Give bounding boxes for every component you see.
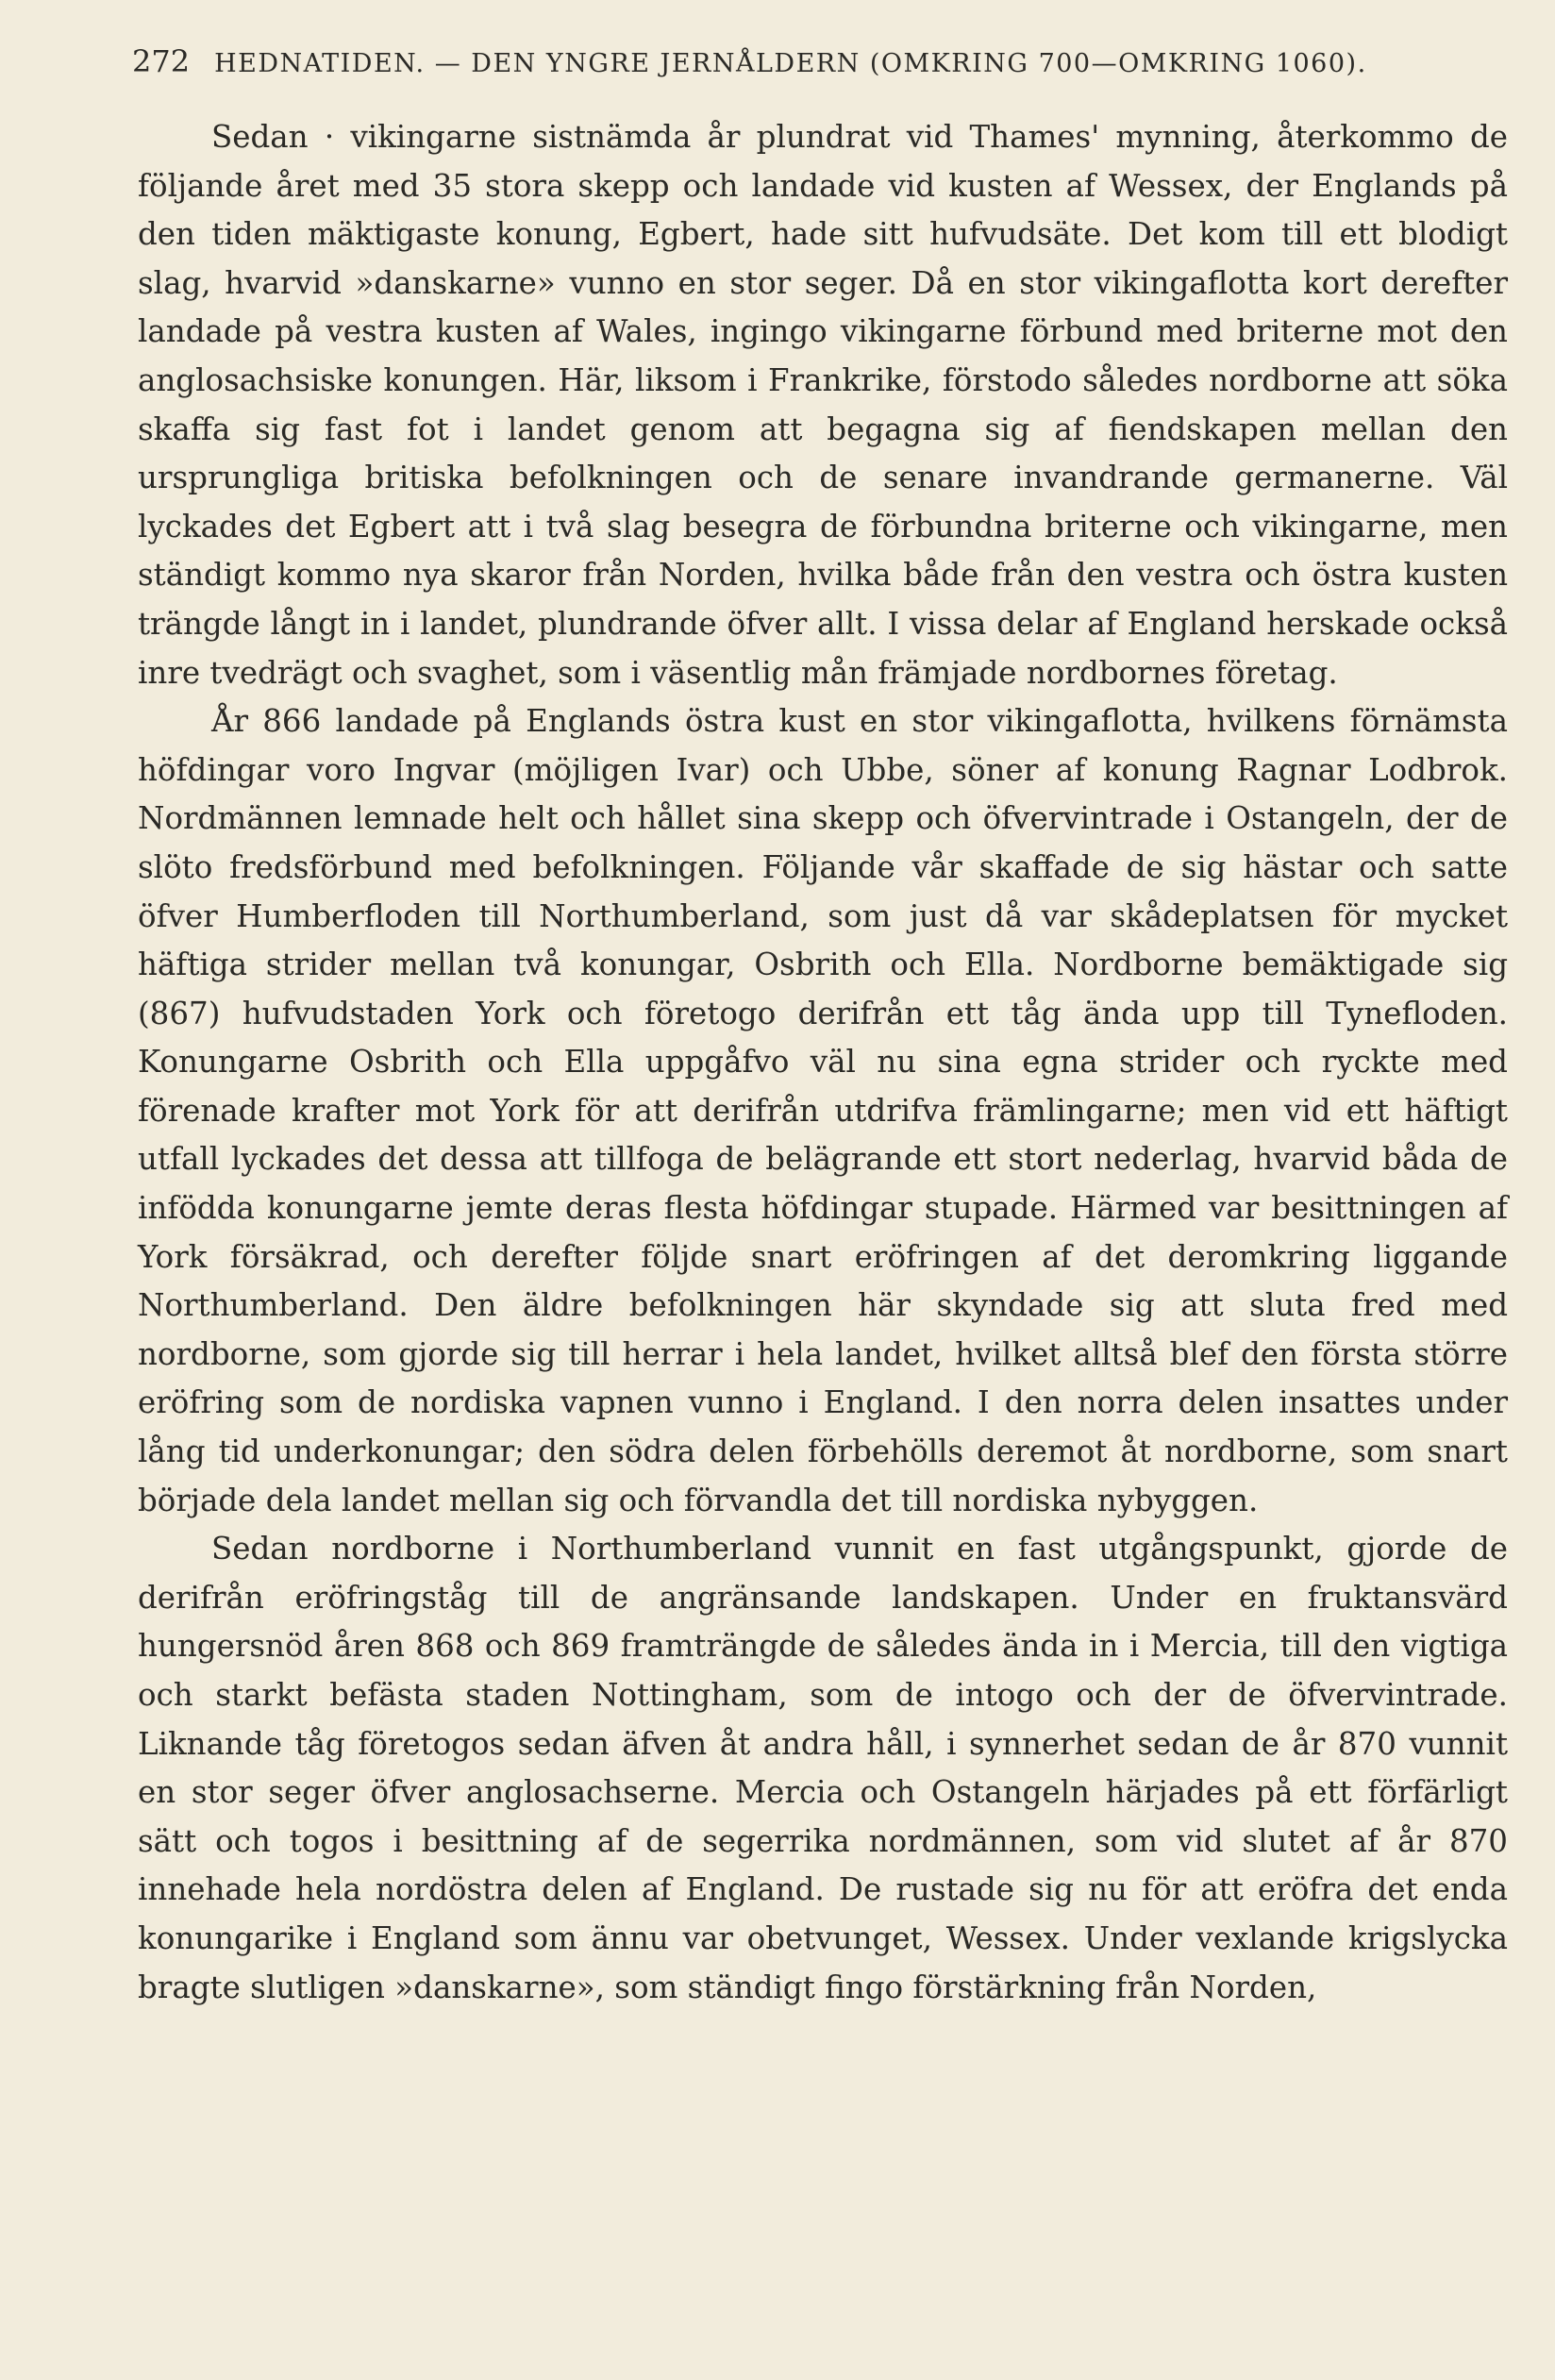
paragraph: År 866 landade på Englands östra kust en stor vikingaflotta, hvilkens förnämsta höfdingar voro Ingvar (möjligen Ivar) och Ubbe, söner af konung Ragnar Lodbrok. Nordmännen lemnade helt och hållet sina skepp och öfvervintrade i Ostangeln, der de slöto fredsförbund med befolkningen. Följande vår skaffade de sig hästar och satte öfver Humberfloden till Northumberland, som just då var skådeplatsen för mycket häftiga strider mellan två konungar, Osbrith och Ella. Nordborne bemäktigade sig (867) hufvudstaden York och företogo derifrån ett tåg ända upp till Tynefloden. Konungarne Osbrith och Ella uppgåfvo väl nu sina egna strider och ryckte med förenade krafter mot York för att derifrån utdrifva främlingarne; men vid ett häftigt utfall lyckades det dessa att tillfoga de belägrande ett stort nederlag, hvarvid båda de infödda konungarne jemte deras flesta höfdingar stupade. Härmed var besittningen af York försäkrad, och derefter följde snart eröfringen af det deromkring liggande Northumberland. Den äldre befolkningen här skyndade sig att sluta fred med nordborne, som gjorde sig till herrar i hela landet, hvilket alltså blef den första större eröfring som de nordiska vapnen vunno i England. I den norra delen insattes under lång tid underkonungar; den södra delen förbehölls deremot åt nordborne, som snart började dela landet mellan sig och förvandla det till nordiska nybyggen. [138, 703, 1508, 1518]
paragraph: Sedan · vikingarne sistnämda år plundrat vid Thames' mynning, återkommo de följande året med 35 stora skepp och landade vid kusten af Wessex, der Englands på den tiden mäktigaste konung, Egbert, hade sitt hufvudsäte. Det kom till ett blodigt slag, hvarvid »danskarne» vunno en stor seger. Då en stor vikingaflotta kort derefter landade på vestra kusten af Wales, ingingo vikingarne förbund med briterne mot den anglosachsiske konungen. Här, liksom i Frankrike, förstodo således nordborne att söka skaffa sig fast fot i landet genom att begagna sig af fiendskapen mellan den ursprungliga britiska befolkningen och de senare invandrande germanerne. Väl lyckades det Egbert att i två slag besegra de förbundna briterne och vikingarne, men ständigt kommo nya skaror från Norden, hvilka både från den vestra och östra kusten trängde långt in i landet, plundrande öfver allt. I vissa delar af England herskade också inre tvedrägt och svaghet, som i väsentlig mån främjade nordbornes företag. [138, 119, 1508, 691]
page-number: 272 [132, 43, 191, 79]
running-header [132, 43, 1510, 79]
paragraph: Sedan nordborne i Northumberland vunnit en fast utgångspunkt, gjorde de derifrån eröfringståg till de angränsande landskapen. Under en fruktansvärd hungersnöd åren 868 och 869 framträngde de således ända in i Mercia, till den vigtiga och starkt befästa staden Nottingham, som de intogo och der de öfvervintrade. Liknande tåg företogos sedan äfven åt andra håll, i synnerhet sedan de år 870 vunnit en stor seger öfver anglosachserne. Mercia och Ostangeln härjades på ett förfärligt sätt och togos i besittning af de segerrika nordmännen, som vid slutet af år 870 innehade hela nordöstra delen af England. De rustade sig nu för att eröfra det enda konungarike i England som ännu var obetvunget, Wessex. Under vexlande krigslycka bragte slutligen »danskarne», som ständigt fingo förstärkning från Norden, [138, 1531, 1508, 2005]
running-title: HEDNATIDEN. — DEN YNGRE JERNÅLDERN (OMKRING 700—OMKRING 1060). [214, 49, 1367, 78]
body-text [138, 113, 1508, 2012]
